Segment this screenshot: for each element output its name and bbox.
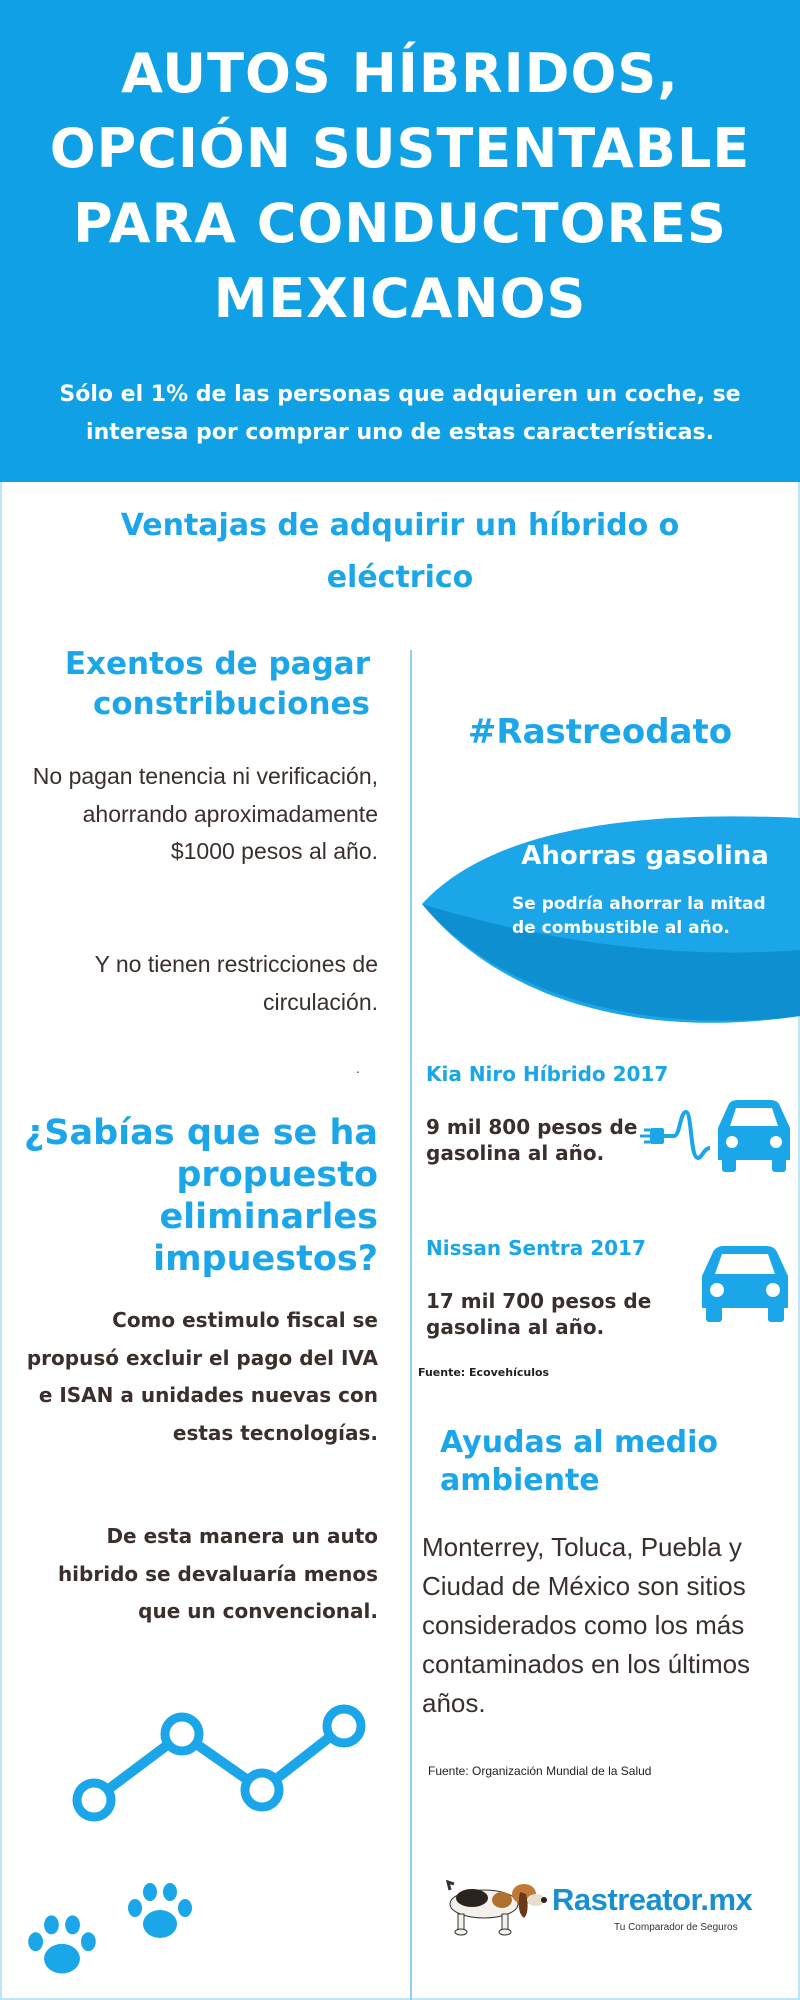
brand-tagline: Tu Comparador de Seguros — [614, 1922, 738, 1933]
nissan-title: Nissan Sentra 2017 — [426, 1236, 646, 1260]
left-border — [0, 482, 2, 2000]
exentos-heading: Exentos de pagar constribuciones — [64, 646, 370, 722]
exentos-text: No pagan tenencia ni verificación, ahorrando aproximadamente $1000 pesos al año. — [32, 763, 378, 864]
restricciones-text: Y no tienen restricciones de circulación. — [94, 951, 378, 1015]
ayudas-heading: Ayudas al medio ambiente — [440, 1425, 719, 1498]
source-ecovehiculos: Fuente: Ecovehículos — [418, 1366, 550, 1379]
page-subtitle: Sólo el 1% de las personas que adquieren un coche, se interesa por comprar uno de estas características. — [59, 382, 741, 445]
ahorras-text: Se podría ahorrar la mitad de combustible al año. — [512, 894, 766, 938]
line-chart-icon — [60, 1690, 380, 1830]
column-divider — [410, 650, 412, 2000]
sabias-heading: ¿Sabías que se ha propuesto eliminarles impuestos? — [24, 1113, 378, 1279]
nissan-text: 17 mil 700 pesos de gasolina al año. — [426, 1289, 652, 1339]
car-icon — [700, 1244, 790, 1324]
paw-print-icon — [124, 1880, 196, 1944]
ayudas-text: Monterrey, Toluca, Puebla y Ciudad de México son sitios considerados como los más contaminados en los últimos años. — [422, 1532, 751, 1718]
kia-text: 9 mil 800 pesos de gasolina al año. — [426, 1115, 638, 1165]
rastreodato-heading: #Rastreodato — [467, 712, 733, 752]
fiscal-text: Como estimulo fiscal se propusó excluir el pago del IVA e ISAN a unidades nuevas con estas tecnologías. — [26, 1308, 378, 1445]
source-oms: Fuente: Organización Mundial de la Salud — [428, 1764, 652, 1778]
page-title: AUTOS HÍBRIDOS, OPCIÓN SUSTENTABLE PARA CONDUCTORES MEXICANOS — [49, 42, 751, 330]
dot-mark: . — [356, 1062, 360, 1076]
paw-print-icon — [24, 1912, 100, 1980]
kia-title: Kia Niro Híbrido 2017 — [426, 1062, 669, 1086]
devalua-text: De esta manera un auto hibrido se devaluaría menos que un convencional. — [57, 1524, 378, 1623]
electric-car-icon — [640, 1098, 790, 1176]
basset-hound-logo — [440, 1878, 550, 1938]
brand-name: Rastreator.mx — [552, 1882, 753, 1917]
ahorras-heading: Ahorras gasolina — [521, 841, 769, 871]
section-title: Ventajas de adquirir un híbrido o eléctrico — [120, 508, 680, 595]
